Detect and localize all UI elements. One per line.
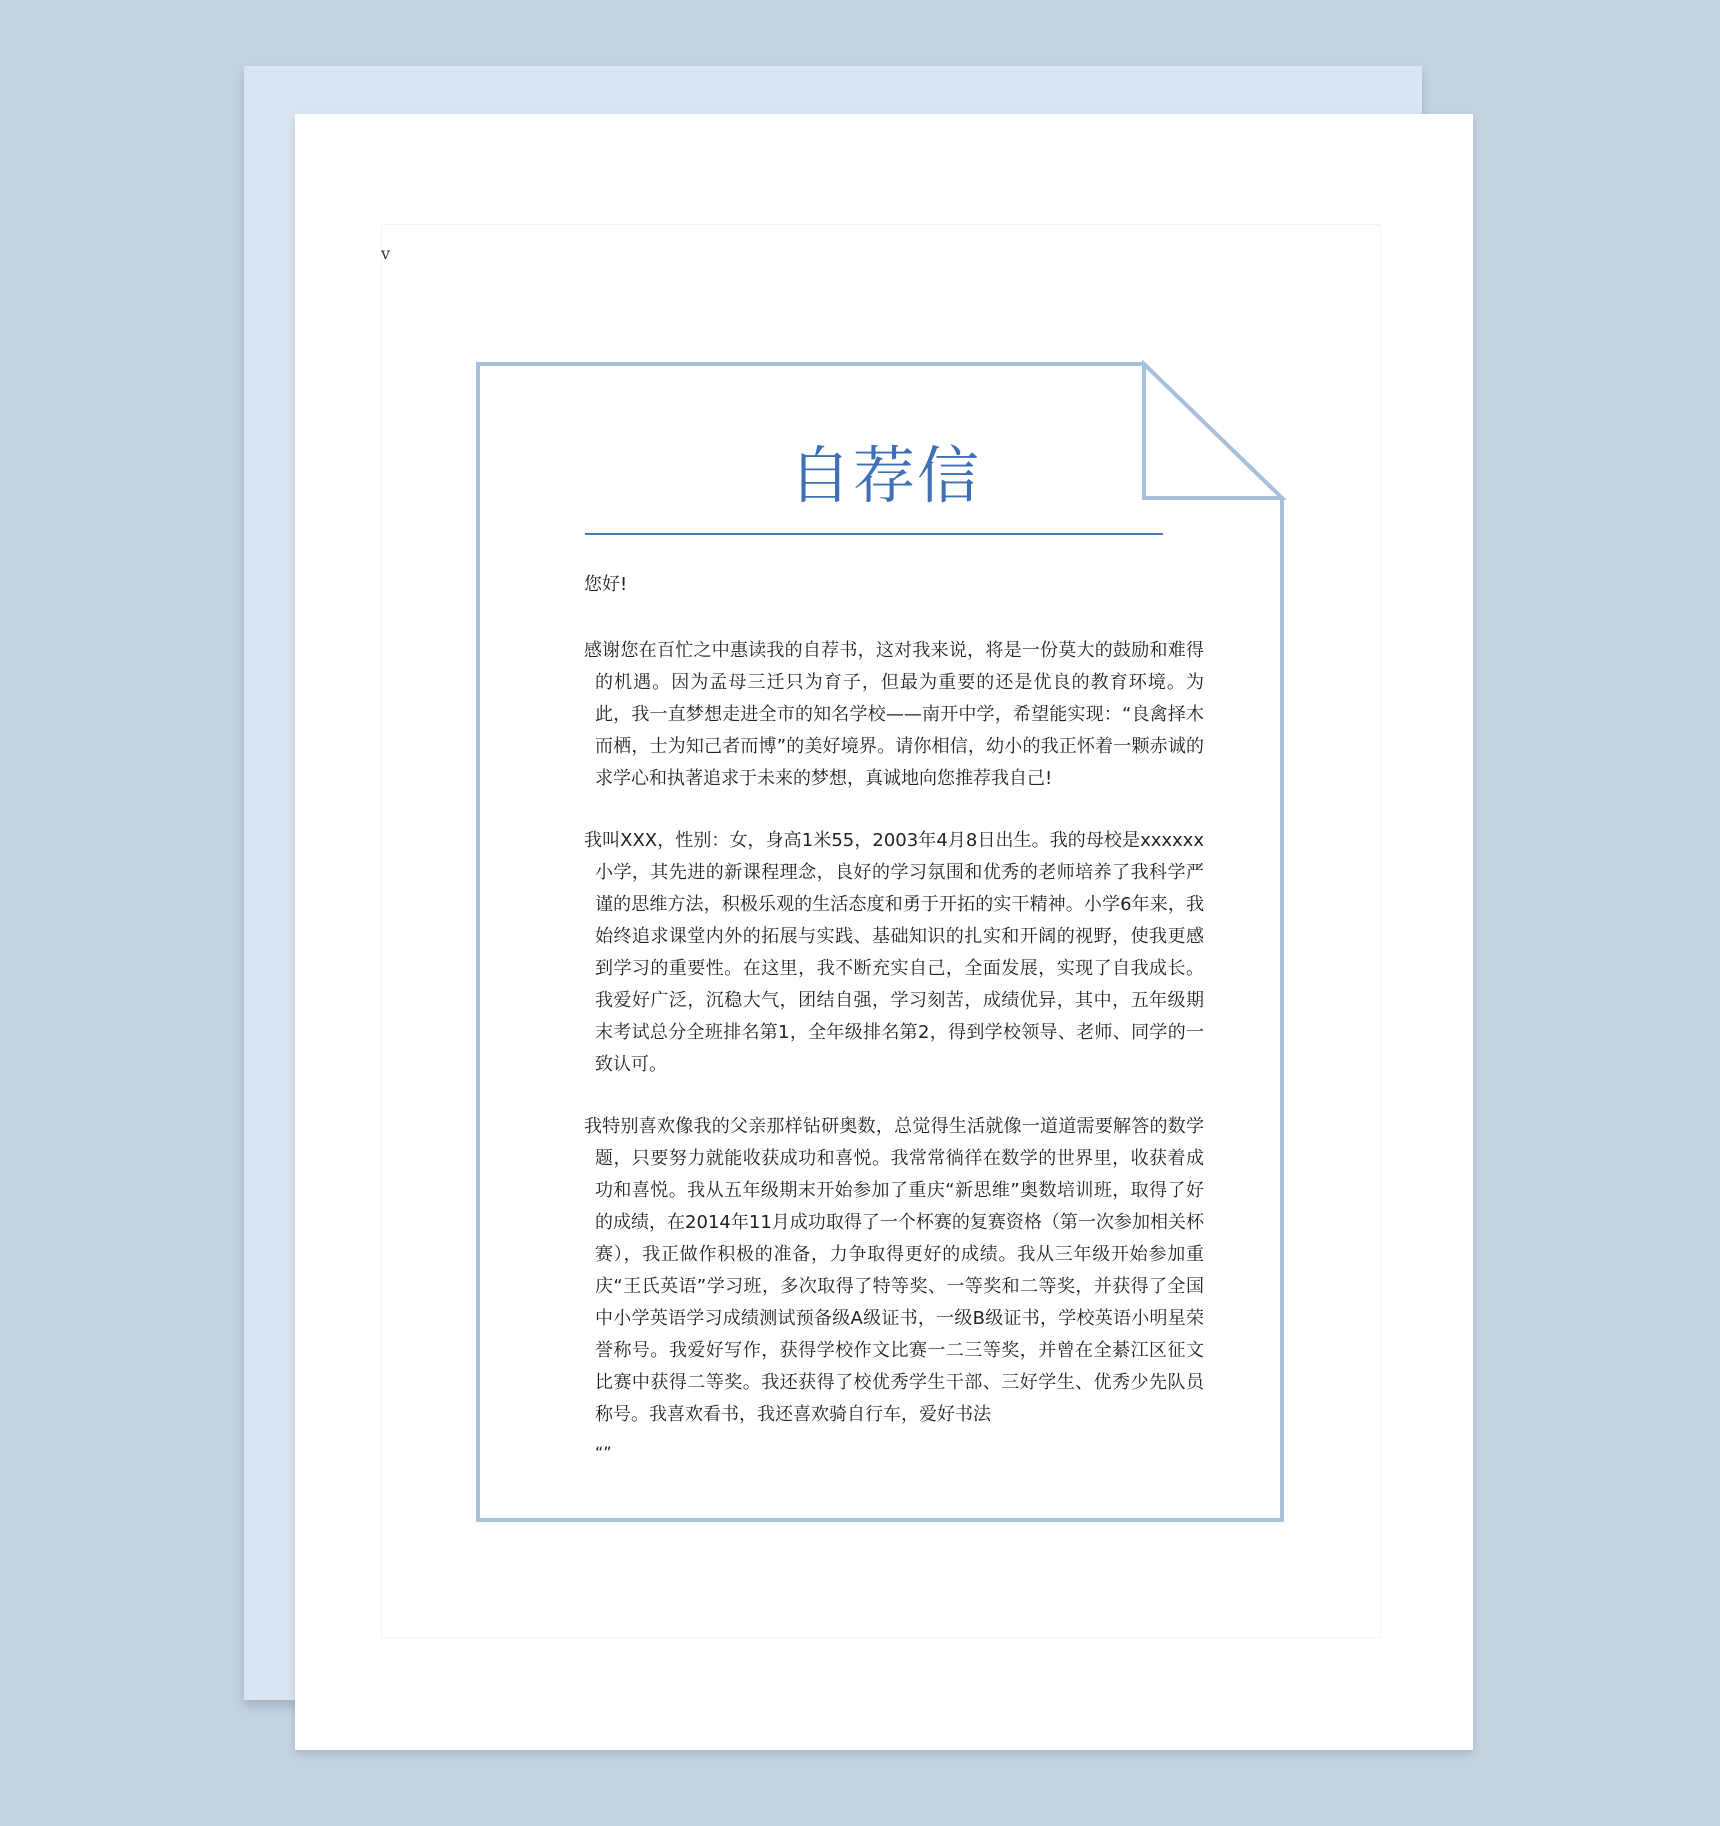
paragraph-2: 我叫XXX，性别：女，身高1米55，2003年4月8日出生。我的母校是xxxxxx小学，其先进的新课程理念，良好的学习氛围和优秀的老师培养了我科学严谨的思维方法，积极乐观的生活态度和勇于开拓的实干精神。小学6年来，我始终追求课堂内外的拓展与实践、基础知识的扎实和开阔的视野，使我更感到学习的重要性。在这里，我不断充实自己，全面发展，实现了自我成长。我爱好广泛，沉稳大气，团结自强，学习刻苦，成绩优异，其中，五年级期末考试总分全班排名第1，全年级排名第2，得到学校领导、老师、同学的一致认可。: [584, 830, 1204, 1075]
title-underline: [585, 533, 1163, 535]
corner-mark: v: [381, 244, 391, 263]
paragraph-1: 感谢您在百忙之中惠读我的自荐书，这对我来说，将是一份莫大的鼓励和难得的机遇。因为孟母三迁只为育子，但最为重要的还是优良的教育环境。为此，我一直梦想走进全市的知名学校——南开中学，希望能实现：“良禽择木而栖，士为知己者而博”的美好境界。请你相信，幼小的我正怀着一颗赤诚的求学心和执著追求于未来的梦想，真诚地向您推荐我自己!: [584, 640, 1204, 789]
letter-body: [584, 569, 1204, 1463]
closing-quote-mark: “”: [595, 1443, 612, 1462]
front-page-sheet: [295, 114, 1473, 1750]
letter-title: 自荐信: [788, 439, 981, 512]
paragraph-3: 我特别喜欢像我的父亲那样钻研奥数，总觉得生活就像一道道需要解答的数学题，只要努力就能收获成功和喜悦。我常常徜徉在数学的世界里，收获着成功和喜悦。我从五年级期末开始参加了重庆“新思维”奥数培训班，取得了好的成绩，在2014年11月成功取得了一个杯赛的复赛资格（第一次参加相关杯赛），我正做作积极的准备，力争取得更好的成绩。我从三年级开始参加重庆“王氏英语”学习班，多次取得了特等奖、一等奖和二等奖，并获得了全国中小学英语学习成绩测试预备级A级证书，一级B级证书，学校英语小明星荣誉称号。我爱好写作，获得学校作文比赛一二三等奖，并曾在全綦江区征文比赛中获得二等奖。我还获得了校优秀学生干部、三好学生、优秀少先队员称号。我喜欢看书，我还喜欢骑自行车，爱好书法: [584, 1116, 1204, 1425]
greeting: 您好!: [584, 574, 628, 595]
